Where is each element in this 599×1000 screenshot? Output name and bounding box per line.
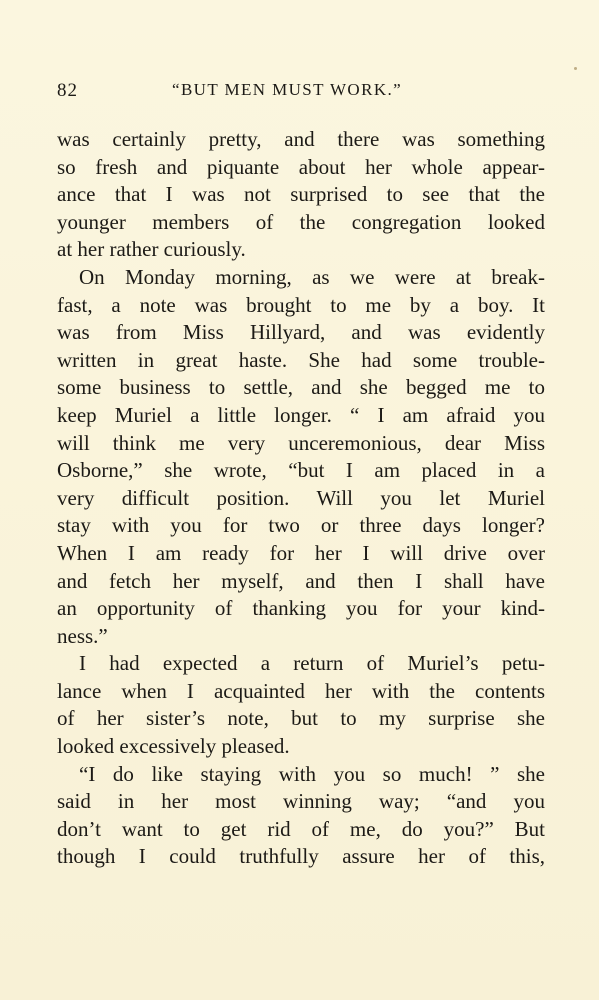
text-line: of her sister’s note, but to my surprise she xyxy=(57,706,545,731)
text-line: at her rather curiously. xyxy=(57,237,246,262)
text-line: looked excessively pleased. xyxy=(57,734,290,759)
text-line: When I am ready for her I will drive over xyxy=(57,540,545,565)
paper-speck xyxy=(574,67,577,70)
text-line: Osborne,” she wrote, “but I am placed in a xyxy=(57,458,545,483)
text-line: written in great haste. She had some trouble- xyxy=(57,347,545,372)
page-header xyxy=(57,80,544,106)
page-number: 82 xyxy=(57,80,78,101)
text-line: some business to settle, and she begged me to xyxy=(57,375,545,400)
text-line: stay with you for two or three days longer? xyxy=(57,513,545,538)
text-line: was from Miss Hillyard, and was evidently xyxy=(57,320,545,345)
text-line: was certainly pretty, and there was something xyxy=(57,127,545,151)
text-line: an opportunity of thanking you for your kind- xyxy=(57,596,545,621)
text-line: I had expected a return of Muriel’s petu- xyxy=(79,651,545,676)
text-line: younger members of the congregation looked xyxy=(57,209,545,234)
text-line: said in her most winning way; “and you xyxy=(57,789,545,814)
text-line: very difficult position. Will you let Muriel xyxy=(57,485,545,510)
text-line: will think me very unceremonious, dear Miss xyxy=(57,430,545,455)
text-line: and fetch her myself, and then I shall have xyxy=(57,568,545,593)
text-line: “I do like staying with you so much! ” she xyxy=(79,761,545,786)
text-line: so fresh and piquante about her whole appear- xyxy=(57,154,545,179)
text-line: ance that I was not surprised to see that the xyxy=(57,182,545,207)
text-line: though I could truthfully assure her of this, xyxy=(57,844,545,869)
text-line: lance when I acquainted her with the contents xyxy=(57,678,545,703)
text-line: keep Muriel a little longer. “ I am afraid you xyxy=(57,402,545,427)
text-line: On Monday morning, as we were at break- xyxy=(79,264,545,289)
text-line: don’t want to get rid of me, do you?” But xyxy=(57,816,545,841)
text-line: fast, a note was brought to me by a boy. It xyxy=(57,292,545,317)
text-line: ness.” xyxy=(57,623,108,648)
running-title: “BUT MEN MUST WORK.” xyxy=(172,80,403,99)
body-text xyxy=(57,126,545,871)
